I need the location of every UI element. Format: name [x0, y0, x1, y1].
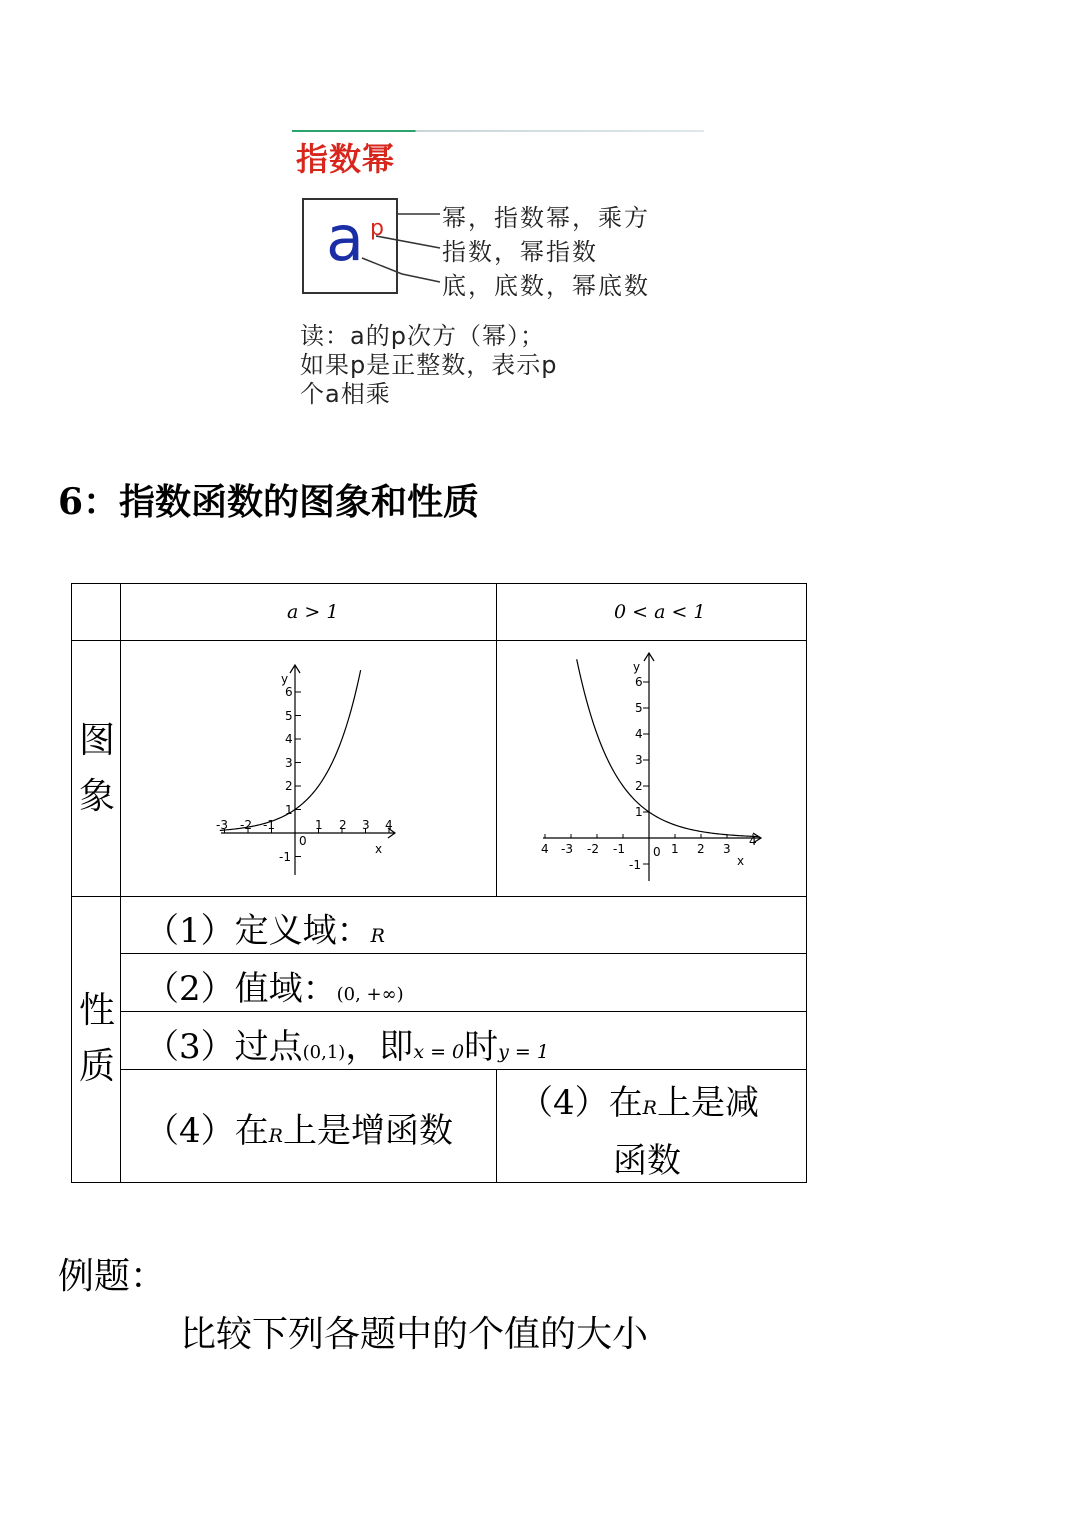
x-tick-label: -2 [240, 818, 252, 832]
property-fixed-point [145, 1019, 549, 1068]
property-domain [145, 903, 385, 952]
y-tick-label: 4 [635, 727, 643, 741]
x-tick-label: 2 [697, 842, 705, 856]
power-label-power: 幂，指数幂，乘方 [442, 204, 650, 232]
property-range [145, 961, 404, 1010]
example-label: 例题： [58, 1256, 167, 1297]
y-tick-label: 6 [635, 675, 643, 689]
row-label-props-char-2: 质 [78, 1046, 115, 1087]
property-point-when: 时 [464, 1027, 499, 1067]
x-tick-label: -2 [587, 842, 599, 856]
exponent-power-illustration [292, 126, 704, 426]
property-monotonic-decreasing [519, 1075, 759, 1124]
y-tick-label: 2 [635, 779, 643, 793]
row-label-props-char-1: 性 [78, 990, 115, 1031]
y-tick-label: -1 [629, 858, 641, 872]
table-prop1-rule [120, 953, 807, 954]
table-border-right [806, 583, 807, 1183]
x-tick-label: -1 [263, 818, 275, 832]
y-tick-label: 5 [635, 701, 643, 715]
y-tick-label: -1 [279, 850, 291, 864]
property-domain-label: （1）定义域： [145, 911, 371, 951]
table-divider-mid-upper [496, 583, 497, 896]
row-label-graph [77, 713, 117, 825]
power-reading-note [300, 322, 557, 409]
x-tick-label: -3 [561, 842, 573, 856]
x-axis-label: x [737, 854, 745, 868]
power-title: 指数幂 [296, 140, 396, 178]
table-border-top [71, 583, 807, 584]
property-point-condition: x = 0 [413, 1041, 465, 1063]
x-tick-label: 0 [299, 834, 307, 848]
y-tick-label: 3 [635, 753, 643, 767]
note-line-3: 个a相乘 [300, 380, 391, 408]
x-tick-label: 3 [723, 842, 731, 856]
table-divider-mid-lower [496, 1069, 497, 1183]
x-tick-label: 3 [362, 818, 370, 832]
property-range-value: (0, +∞) [336, 984, 404, 1005]
property-decreasing-prefix: （4）在 [519, 1083, 643, 1123]
graph-decreasing-exponential [537, 645, 767, 885]
example-question: 比较下列各题中的个值的大小 [180, 1314, 649, 1355]
x-tick-label: 2 [339, 818, 347, 832]
property-range-label: （2）值域： [145, 969, 337, 1009]
column-header-a-between-0-1: 0 < a < 1 [614, 601, 706, 623]
base-symbol: a [326, 202, 364, 275]
table-prop2-rule [120, 1011, 807, 1012]
x-tick-label: 0 [653, 845, 661, 859]
row-label-graph-char-2: 象 [78, 776, 115, 817]
y-tick-label: 5 [285, 709, 293, 723]
y-tick-label: 1 [285, 803, 293, 817]
property-increasing-math: R [268, 1125, 283, 1147]
exponential-function-table [71, 583, 807, 1183]
x-tick-label: -1 [613, 842, 625, 856]
property-increasing-suffix: 上是增函数 [282, 1111, 453, 1151]
x-tick-label: 4 [749, 834, 757, 848]
table-graph-rule [71, 896, 807, 897]
table-border-left [71, 583, 72, 1183]
y-tick-label: 2 [285, 779, 293, 793]
note-line-2: 如果p是正整数，表示p [300, 351, 558, 379]
x-tick-label: 4 [541, 842, 549, 856]
x-tick-label: 1 [315, 818, 323, 832]
property-domain-value: R [370, 925, 385, 947]
row-label-properties [77, 983, 117, 1095]
x-axis-label: x [375, 842, 383, 856]
property-point-label: （3）过点 [145, 1027, 303, 1067]
section-heading: 6：指数函数的图象和性质 [58, 481, 480, 523]
power-label-exponent: 指数，幂指数 [442, 238, 598, 266]
x-tick-label: 1 [671, 842, 679, 856]
property-decreasing-math: R [642, 1097, 657, 1119]
property-decreasing-suffix: 上是减 [656, 1083, 759, 1123]
y-tick-label: 1 [635, 805, 643, 819]
table-divider-label-col [120, 583, 121, 1183]
y-tick-label: 4 [285, 732, 293, 746]
property-monotonic-decreasing-cont: 函数 [613, 1141, 681, 1181]
decreasing-curve [577, 659, 759, 836]
note-line-1: 读：a的p次方（幂）； [300, 322, 545, 350]
x-tick-label: -3 [216, 818, 228, 832]
exponent-symbol: p [370, 216, 384, 241]
property-monotonic-increasing [145, 1103, 453, 1152]
y-tick-label: 6 [285, 685, 293, 699]
column-header-a-greater-1: a > 1 [287, 601, 339, 623]
property-point-value: (0,1) [302, 1042, 346, 1063]
property-increasing-prefix: （4）在 [145, 1111, 269, 1151]
property-point-connector: ，即 [345, 1027, 414, 1067]
row-label-graph-char-1: 图 [78, 720, 115, 761]
y-axis-label: y [281, 672, 289, 686]
property-point-result: y = 1 [498, 1041, 549, 1063]
y-tick-label: 3 [285, 756, 293, 770]
table-header-rule [71, 640, 807, 641]
table-border-bottom [71, 1182, 807, 1183]
power-label-base: 底，底数，幂底数 [442, 272, 650, 300]
x-tick-label: 4 [385, 818, 393, 832]
table-prop3-rule [120, 1069, 807, 1070]
graph-increasing-exponential [211, 653, 401, 883]
y-axis-label: y [633, 660, 641, 674]
